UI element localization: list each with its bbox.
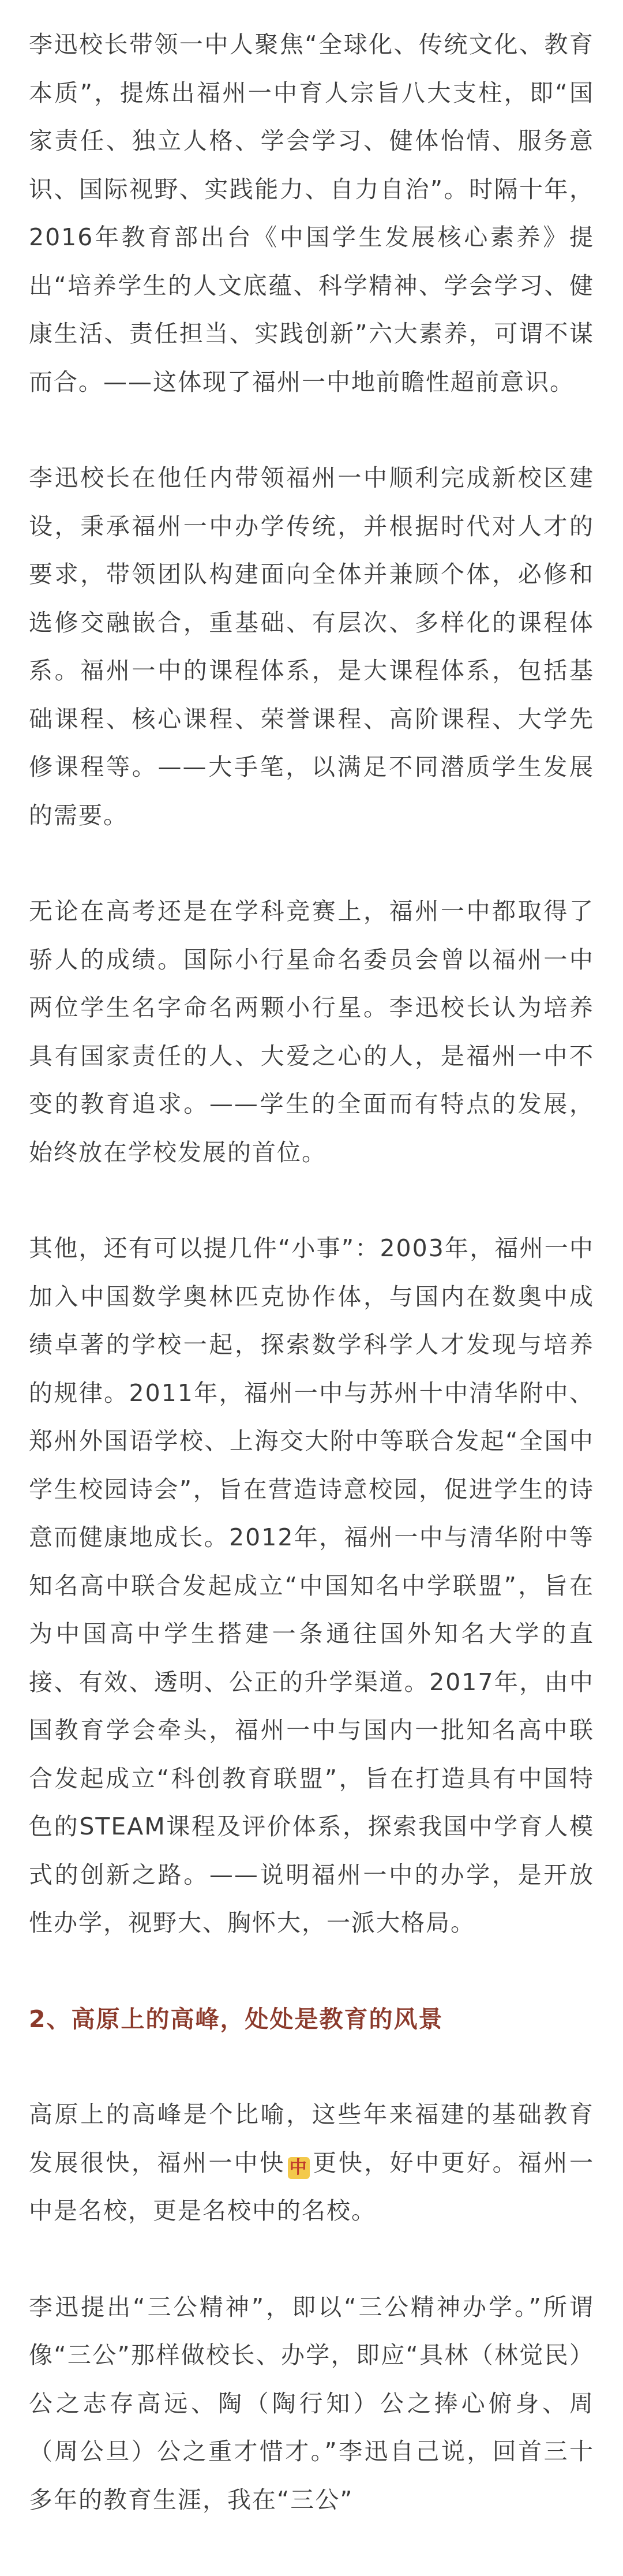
paragraph-plateau-peak: [29, 2091, 594, 2236]
paragraph-educational-pillars: 李迅校长带领一中人聚焦“全球化、传统文化、教育本质”，提炼出福州一中育人宗旨八大支柱，即“国家责任、独立人格、学会学习、健体怡情、服务意识、国际视野、实践能力、自力自治”。时隔十年，2016年教育部出台《中国学生发展核心素养》提出“培养学生的人文底蕴、科学精神、学会学习、健康生活、责任担当、实践创新”六大素养，可谓不谋而合。——这体现了福州一中地前瞻性超前意识。: [29, 31, 594, 396]
paragraph-text-before-emoji: 高原上的高峰是个比喻，这些年来福建的基础教育发展很快，福州一中快: [29, 2101, 594, 2177]
paragraph-text-after-emoji: 更快，好中更好。福州一中是名校，更是名校中的名校。: [29, 2148, 595, 2225]
paragraph-curriculum-system: 李迅校长在他任内带领福州一中顺利完成新校区建设，秉承福州一中办学传统，并根据时代对人才的要求，带领团队构建面向全体并兼顾个体，必修和选修交融嵌合，重基础、有层次、多样化的课程体系。福州一中的课程体系，是大课程体系，包括基础课程、核心课程、荣誉课程、高阶课程、大学先修课程等。——大手笔，以满足不同潜质学生发展的需要。: [29, 464, 594, 829]
zhong-emoji-icon: 中: [288, 2157, 310, 2179]
section-heading: 2、高原上的高峰，处处是教育的风景: [29, 2005, 444, 2033]
paragraph-small-events: 其他，还有可以提几件“小事”：2003年，福州一中加入中国数学奥林匹克协作体，与国内在数奥中成绩卓著的学校一起，探索数学科学人才发现与培养的规律。2011年，福州一中与苏州十中清华附中、郑州外国语学校、上海交大附中等联合发起“全国中学生校园诗会”，旨在营造诗意校园，促进学生的诗意而健康地成长。2012年，福州一中与清华附中等知名高中联合发起成立“中国知名中学联盟”，旨在为中国高中学生搭建一条通往国外知名大学的直接、有效、透明、公正的升学渠道。2017年，由中国教育学会牵头，福州一中与国内一批知名高中联合发起成立“科创教育联盟”，旨在打造具有中国特色的STEAM课程及评价体系，探索我国中学育人模式的创新之路。——说明福州一中的办学，是开放性办学，视野大、胸怀大，一派大格局。: [29, 1234, 594, 1937]
paragraph-three-gong-spirit: 李迅提出“三公精神”，即以“三公精神办学。”所谓像“三公”那样做校长、办学，即应“具林（林觉民）公之志存高远、陶（陶行知）公之捧心俯身、周（周公旦）公之重才惜才。”李迅自己说，回首三十多年的教育生涯，我在“三公”: [29, 2293, 594, 2514]
paragraph-achievements: 无论在高考还是在学科竞赛上，福州一中都取得了骄人的成绩。国际小行星命名委员会曾以福州一中两位学生名字命名两颗小行星。李迅校长认为培养具有国家责任的人、大爱之心的人，是福州一中不变的教育追求。——学生的全面而有特点的发展，始终放在学校发展的首位。: [29, 897, 594, 1166]
